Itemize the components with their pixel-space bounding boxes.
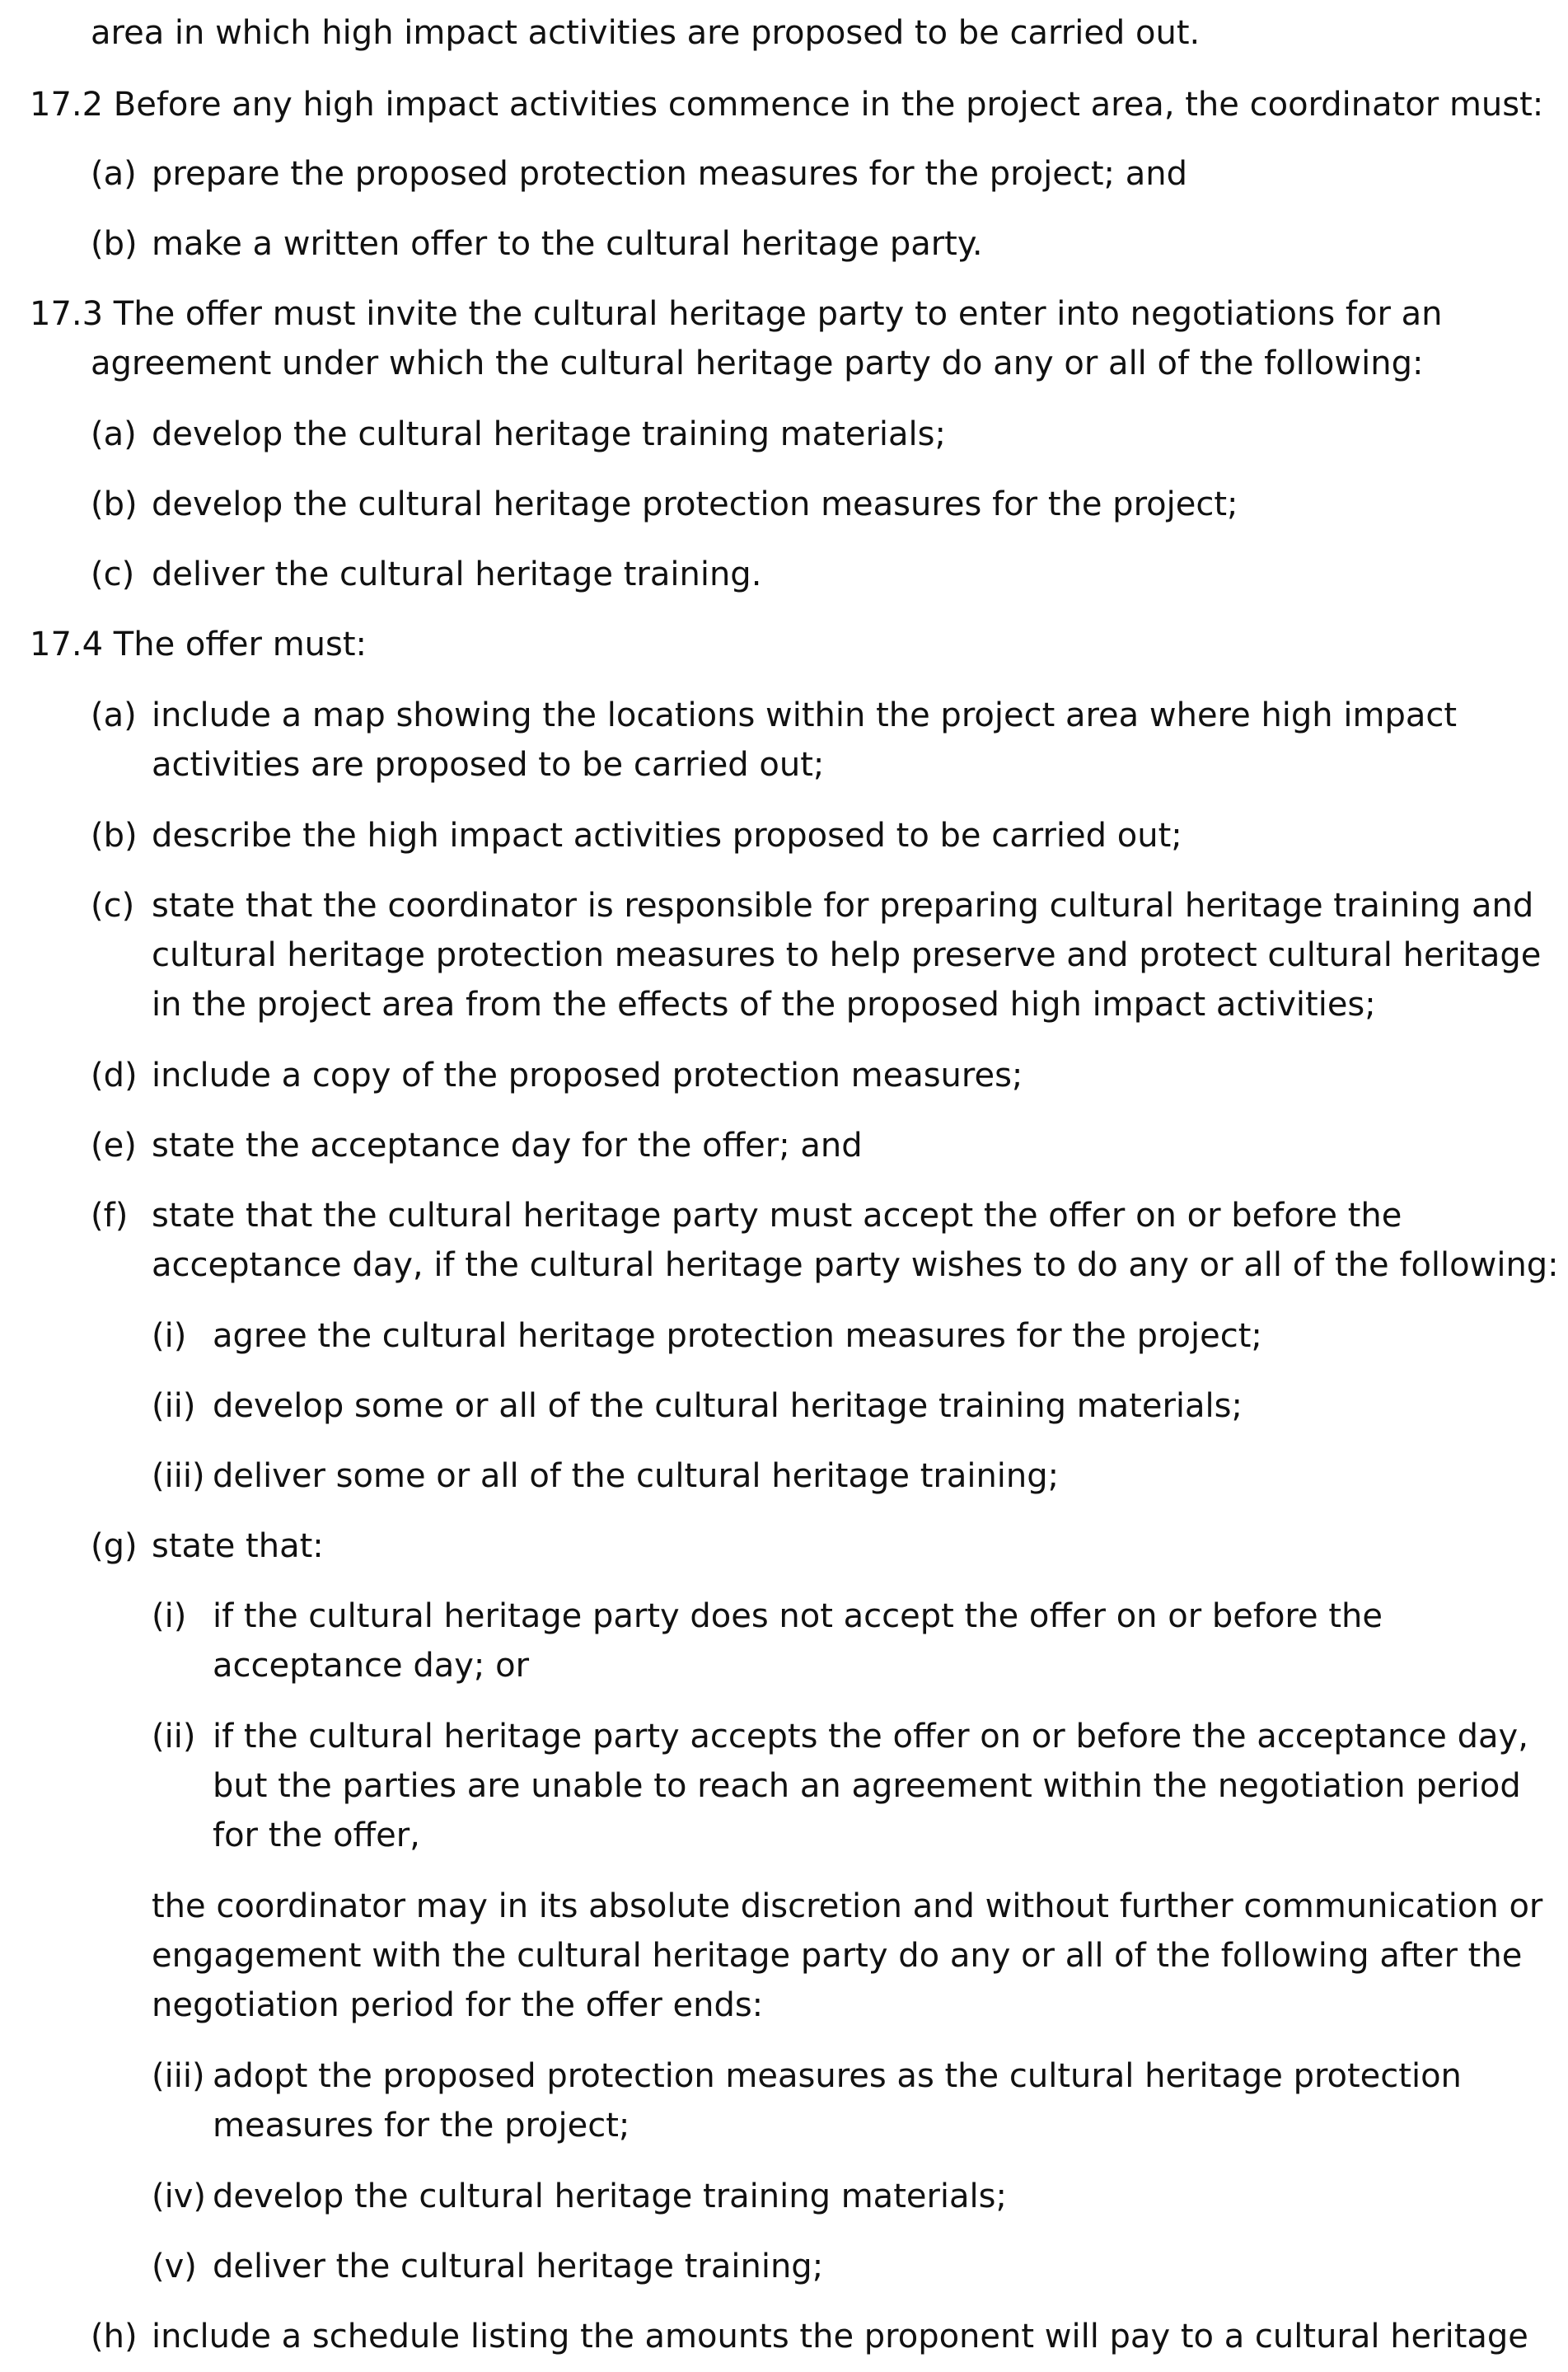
item-label: (b) <box>91 225 138 263</box>
item-text <box>152 811 1182 860</box>
item-label: (h) <box>91 2318 138 2356</box>
item-line: state that the cultural heritage party must accept the offer on or before the <box>152 1197 1402 1235</box>
subitem-line: acceptance day; or <box>213 1647 530 1685</box>
clause-heading-text: 17.2 Before any high impact activities commence in the project area, the coordinator must: <box>30 86 1544 124</box>
item-label: (a) <box>91 696 137 734</box>
item-label: (f) <box>91 1197 129 1235</box>
item-label: (d) <box>91 1057 138 1095</box>
item-text <box>152 219 983 269</box>
item-label: (a) <box>91 415 137 453</box>
clause-line: 17.3 The offer must invite the cultural heritage party to enter into negotiations for an <box>30 295 1443 333</box>
item-line: develop the cultural heritage protection measures for the project; <box>152 485 1238 523</box>
item-label: (b) <box>91 485 138 523</box>
item-line: include a copy of the proposed protection measures; <box>152 1057 1023 1095</box>
subitem-line: develop some or all of the cultural heritage training materials; <box>213 1387 1243 1425</box>
clause-text <box>30 289 1443 388</box>
clause-line: agreement under which the cultural heritage party do any or all of the following: <box>91 345 1424 382</box>
item-line: acceptance day, if the cultural heritage party wishes to do any or all of the following: <box>152 1246 1559 1284</box>
item-text <box>152 149 1187 199</box>
continuation-line <box>91 8 1200 58</box>
subitem-line: develop the cultural heritage training materials; <box>213 2177 1007 2215</box>
paragraph-line: area in which high impact activities are proposed to be carried out. <box>91 14 1201 52</box>
item-text <box>152 1051 1023 1100</box>
item-text <box>152 550 761 599</box>
item-line: develop the cultural heritage training materials; <box>152 415 946 453</box>
item-text <box>152 881 1541 1029</box>
clause-heading-text: 17.4 The offer must: <box>30 626 367 663</box>
subitem-text <box>213 2242 823 2291</box>
subitem-line: deliver some or all of the cultural heritage training; <box>213 1457 1060 1495</box>
item-text <box>152 410 946 459</box>
subitem-label: (v) <box>152 2248 197 2285</box>
item-line: activities are proposed to be carried out; <box>152 746 825 784</box>
item-g-continuation <box>152 1882 1542 2030</box>
item-line: cultural heritage protection measures to help preserve and protect cultural heritage <box>152 936 1542 974</box>
clause-17-4 <box>30 620 367 669</box>
item-text <box>152 1521 324 1571</box>
item-line: deliver the cultural heritage training. <box>152 555 762 593</box>
subitem-text <box>213 1591 1383 1690</box>
item-text <box>152 2312 1528 2361</box>
subitem-line: deliver the cultural heritage training; <box>213 2248 824 2285</box>
subitem-text <box>213 1381 1243 1431</box>
subitem-line: if the cultural heritage party accepts the offer on or before the acceptance day, <box>213 1718 1528 1756</box>
subitem-line: agree the cultural heritage protection measures for the project; <box>213 1317 1262 1355</box>
subitem-line: measures for the project; <box>213 2107 630 2145</box>
item-line: state the acceptance day for the offer; and <box>152 1127 863 1165</box>
subitem-label: (iii) <box>152 2057 205 2095</box>
subitem-label: (ii) <box>152 1718 196 1756</box>
item-label: (e) <box>91 1127 137 1165</box>
item-line: describe the high impact activities proposed to be carried out; <box>152 817 1182 855</box>
item-line: state that the coordinator is responsible for preparing cultural heritage training and <box>152 887 1534 925</box>
item-text <box>152 480 1238 529</box>
subitem-text <box>213 1451 1059 1501</box>
item-label: (g) <box>91 1527 138 1565</box>
subitem-line: for the offer, <box>213 1817 420 1854</box>
subitem-label: (ii) <box>152 1387 196 1425</box>
item-label: (b) <box>91 817 138 855</box>
item-line: in the project area from the effects of the proposed high impact activities; <box>152 986 1376 1024</box>
clause-17-2 <box>30 80 1543 129</box>
item-line: make a written offer to the cultural heritage party. <box>152 225 983 263</box>
item-text <box>152 1191 1559 1290</box>
item-line: state that: <box>152 1527 324 1565</box>
subitem-label: (iii) <box>152 1457 205 1495</box>
subitem-line: but the parties are unable to reach an agreement within the negotiation period <box>213 1767 1521 1805</box>
item-text <box>152 691 1457 790</box>
paragraph-line: the coordinator may in its absolute discretion and without further communication or <box>152 1887 1543 1925</box>
paragraph-line: negotiation period for the offer ends: <box>152 1986 764 2024</box>
paragraph-line: engagement with the cultural heritage party do any or all of the following after the <box>152 1937 1523 1975</box>
item-line: include a schedule listing the amounts the proponent will pay to a cultural heritage <box>152 2318 1528 2356</box>
subitem-label: (iv) <box>152 2177 206 2215</box>
item-line: include a map showing the locations within the project area where high impact <box>152 696 1458 734</box>
item-label: (c) <box>91 555 135 593</box>
item-label: (a) <box>91 155 137 193</box>
item-line: prepare the proposed protection measures for the project; and <box>152 155 1187 193</box>
subitem-label: (i) <box>152 1597 187 1635</box>
subitem-label: (i) <box>152 1317 187 1355</box>
subitem-line: adopt the proposed protection measures as the cultural heritage protection <box>213 2057 1462 2095</box>
subitem-line: if the cultural heritage party does not accept the offer on or before the <box>213 1597 1383 1635</box>
subitem-text <box>213 2172 1007 2221</box>
subitem-text <box>213 2051 1462 2150</box>
subitem-text <box>213 1712 1528 1860</box>
item-label: (c) <box>91 887 135 925</box>
subitem-text <box>213 1311 1262 1361</box>
item-text <box>152 1121 863 1170</box>
